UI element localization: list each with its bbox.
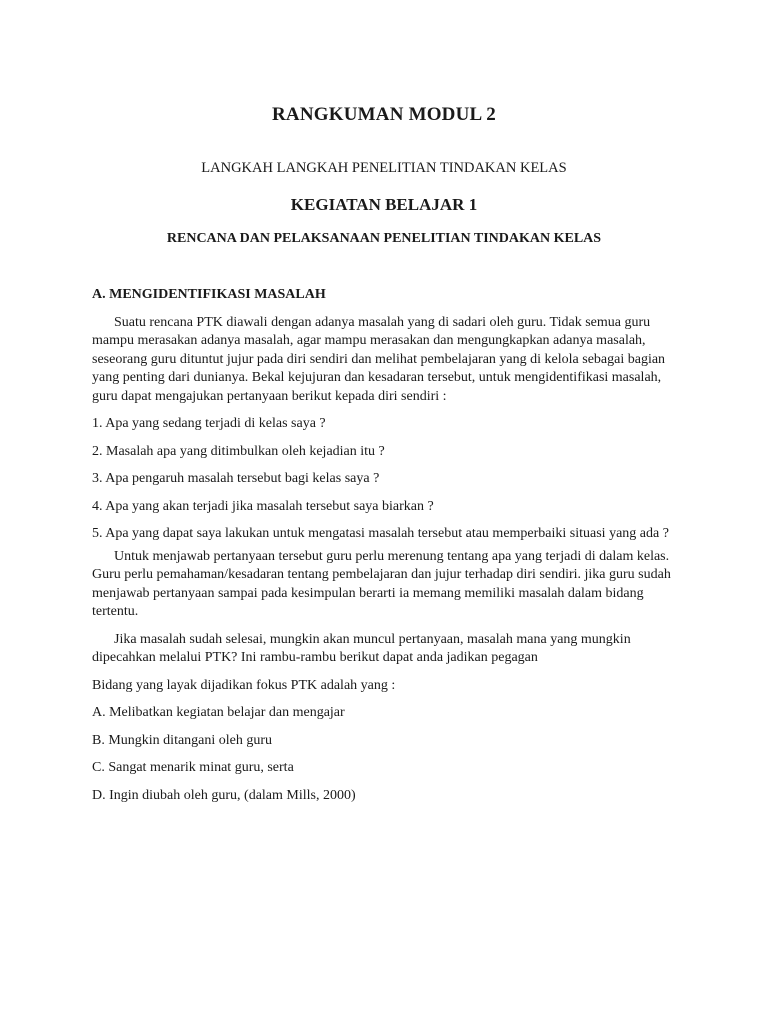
question-item: 4. Apa yang akan terjadi jika masalah tersebut saya biarkan ?	[92, 498, 434, 514]
intro-paragraph: Suatu rencana PTK diawali dengan adanya masalah yang di sadari oleh guru. Tidak semua guru mampu merasakan adanya masalah, agar mampu merasakan dan mengungkapkan adanya masalah, seseorang guru dituntut jujur pada diri sendiri dan melihat pembelajaran yang di kelola sebagai bagian yang penting dari dunianya. Bekal kejujuran dan kesadaran tersebut, untuk mengidentifikasi masalah, guru dapat mengajukan pertanyaan berikut kepada diri sendiri :	[92, 314, 666, 404]
question-item: 3. Apa pengaruh masalah tersebut bagi kelas saya ?	[92, 471, 380, 486]
focus-item: D. Ingin diubah oleh guru, (dalam Mills, 2000)	[92, 787, 356, 803]
ptk-guidance-paragraph: Jika masalah sudah selesai, mungkin akan muncul pertanyaan, masalah mana yang mungkin dipecahkan melalui PTK? Ini rambu-rambu berikut dapat anda jadikan pegagan	[92, 631, 631, 665]
question-list	[92, 415, 682, 544]
document-body	[92, 286, 682, 814]
focus-item: A. Melibatkan kegiatan belajar dan mengajar	[92, 705, 345, 720]
reflection-paragraph: Untuk menjawab pertanyaan tersebut guru perlu merenung tentang apa yang terjadi di dalam kelas. Guru perlu pemahaman/kesadaran tentang pembelajaran dan jujur terhadap diri sendiri. jika guru sudah menjawab pertanyaan sampai pada kesimpulan berarti ia memang memiliki masalah dalam bidang tertentu.	[92, 548, 671, 619]
activity-subtitle: RENCANA DAN PELAKSANAAN PENELITIAN TINDAKAN KELAS	[166, 231, 602, 246]
focus-list	[92, 704, 682, 805]
focus-item: B. Mungkin ditangani oleh guru	[92, 732, 273, 748]
section-heading: A. MENGIDENTIFIKASI MASALAH	[92, 287, 326, 302]
question-item: 5. Apa yang dapat saya lakukan untuk mengatasi masalah tersebut atau memperbaiki situasi yang ada ?	[92, 526, 669, 541]
focus-item: C. Sangat menarik minat guru, serta	[92, 760, 294, 775]
focus-intro: Bidang yang layak dijadikan fokus PTK adalah yang :	[92, 677, 396, 693]
question-item: 1. Apa yang sedang terjadi di kelas saya ?	[92, 416, 326, 431]
document-subtitle: LANGKAH LANGKAH PENELITIAN TINDAKAN KELAS	[201, 160, 567, 176]
question-item: 2. Masalah apa yang ditimbulkan oleh kejadian itu ?	[92, 443, 385, 459]
document-title: RANGKUMAN MODUL 2	[272, 104, 496, 125]
activity-title: KEGIATAN BELAJAR 1	[290, 195, 478, 214]
